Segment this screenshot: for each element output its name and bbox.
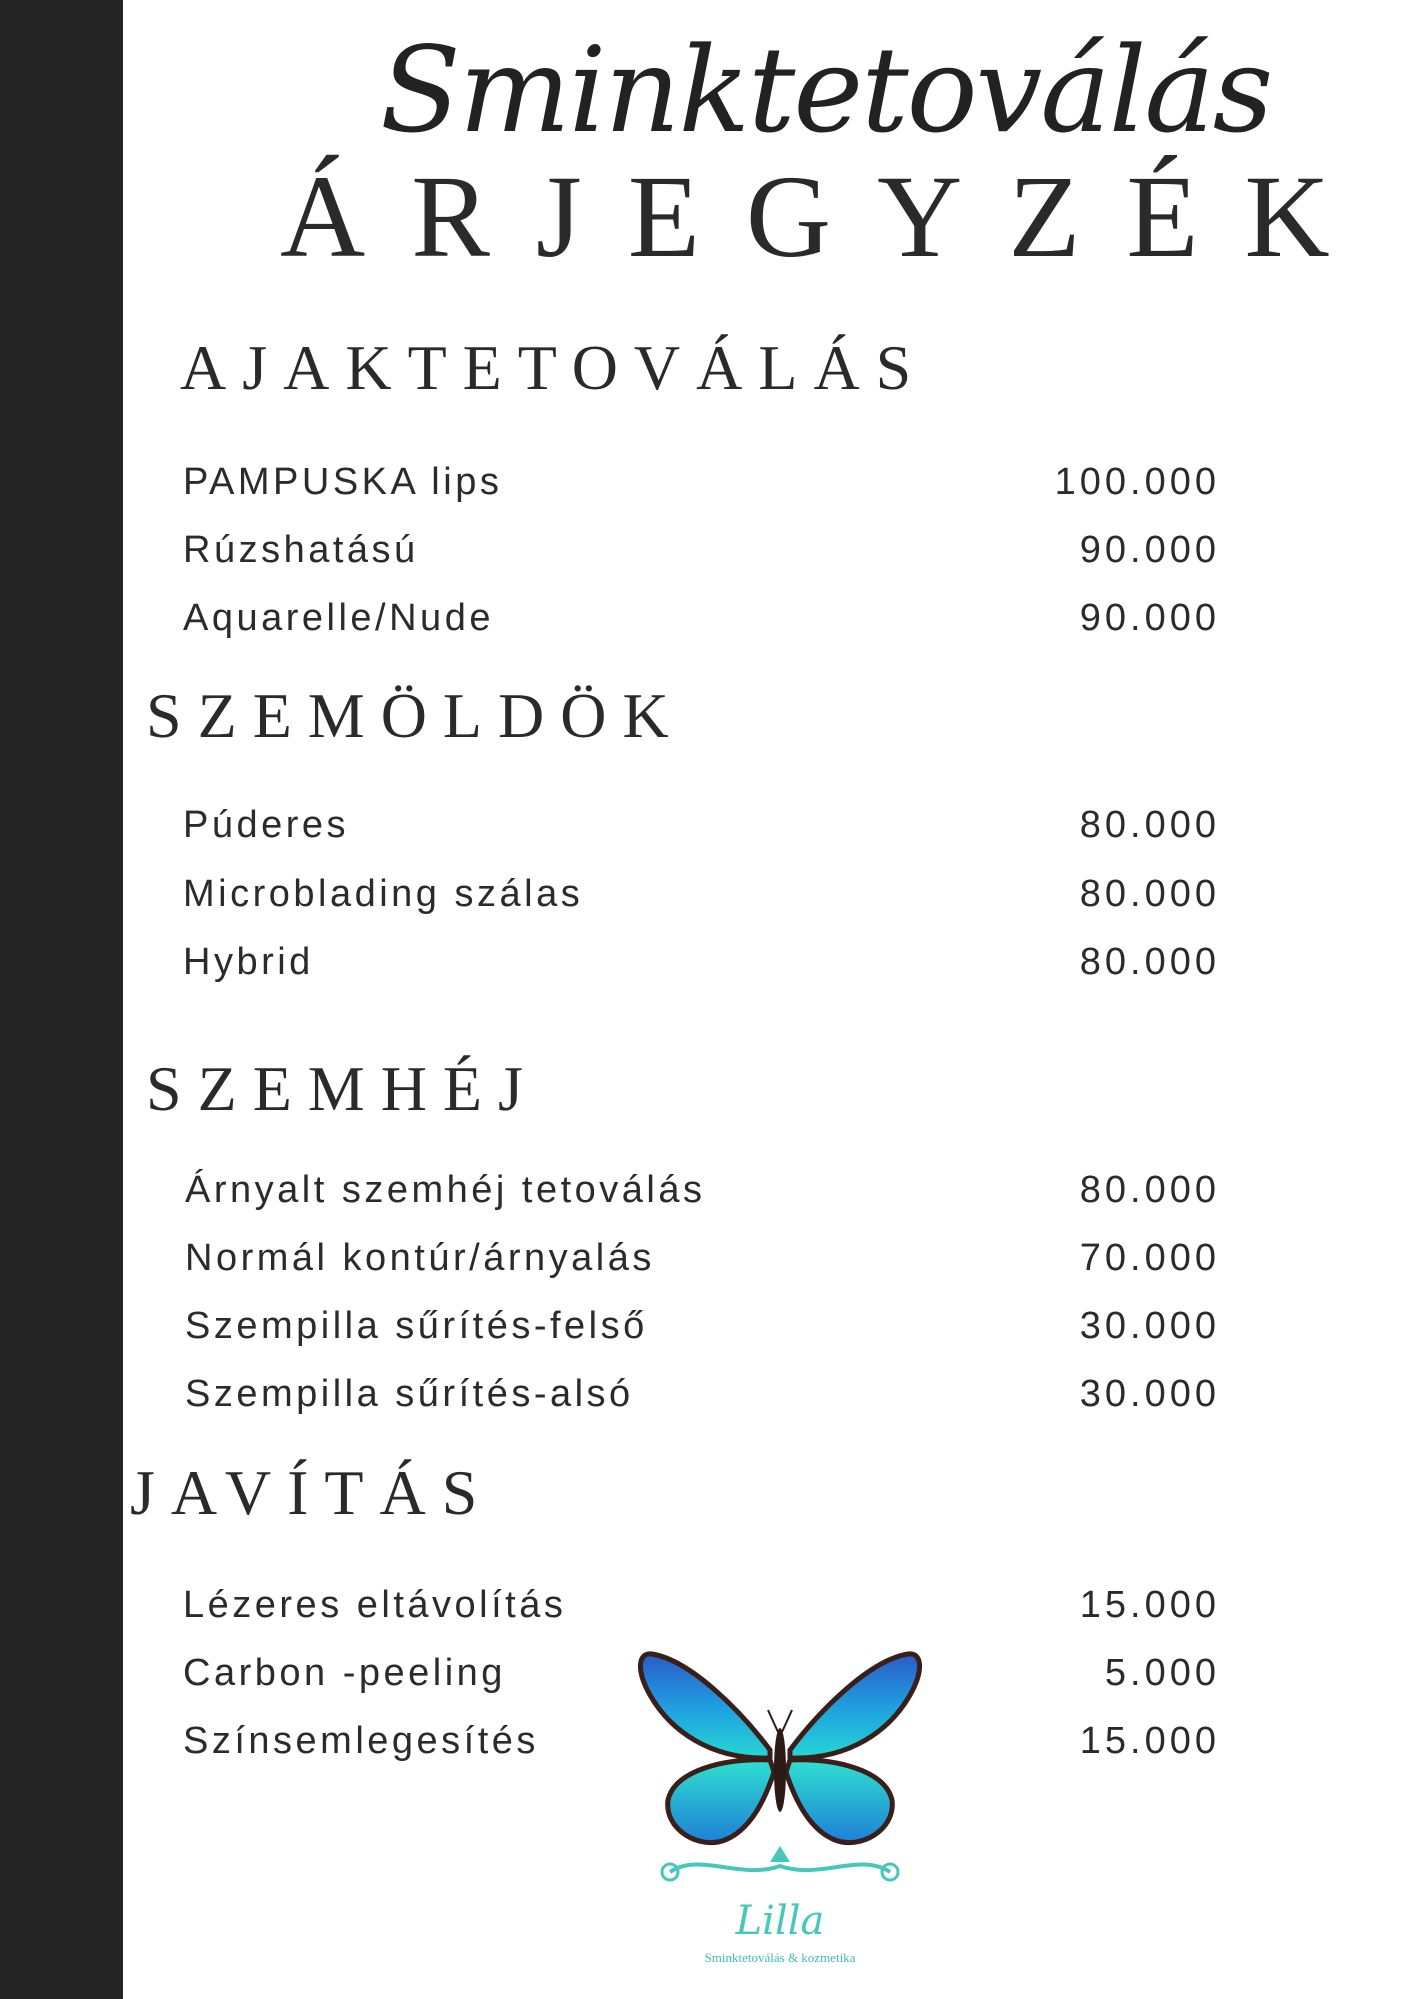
price-row <box>0 937 1220 987</box>
price-row <box>0 800 1220 850</box>
item-name: Microblading szálas <box>183 873 584 915</box>
script-title: Sminktetoválás <box>380 21 1272 159</box>
item-name: Púderes <box>183 804 350 846</box>
item-price: 80.000 <box>1079 1169 1220 1211</box>
section-title-javitas: JAVÍTÁS <box>130 1457 494 1528</box>
item-price: 70.000 <box>1079 1237 1220 1279</box>
item-name: Színsemlegesítés <box>183 1720 539 1762</box>
item-price: 90.000 <box>1079 529 1220 571</box>
item-price: 80.000 <box>1079 941 1220 983</box>
butterfly-icon <box>630 1640 930 1890</box>
section-title-szemhej: SZEMHÉJ <box>146 1053 539 1124</box>
section-title-ajaktetovalas: AJAKTETOVÁLÁS <box>180 332 928 403</box>
price-row <box>0 593 1220 643</box>
price-row <box>0 1716 1220 1766</box>
price-row <box>0 1369 1220 1419</box>
brand-logo <box>630 1640 930 1999</box>
item-price: 30.000 <box>1079 1305 1220 1347</box>
item-price: 100.000 <box>1054 461 1220 503</box>
page-title: ÁRJEGYZÉK <box>280 151 1376 282</box>
price-row <box>0 525 1220 575</box>
item-name: Carbon -peeling <box>183 1652 506 1694</box>
price-row <box>0 1648 1220 1698</box>
item-name: Normál kontúr/árnyalás <box>185 1237 655 1279</box>
item-name: Hybrid <box>183 941 314 983</box>
item-price: 90.000 <box>1079 597 1220 639</box>
item-name: PAMPUSKA lips <box>183 461 503 503</box>
section-title-szemoldok: SZEMÖLDÖK <box>146 680 685 751</box>
item-name: Árnyalt szemhéj tetoválás <box>185 1169 706 1211</box>
item-name: Aquarelle/Nude <box>183 597 494 639</box>
logo-subtitle: Sminktetoválás & kozmetika <box>704 1950 856 1965</box>
item-price: 15.000 <box>1079 1584 1220 1626</box>
item-price: 5.000 <box>1104 1652 1220 1694</box>
left-sidebar-band <box>0 0 123 1999</box>
price-row <box>0 457 1220 507</box>
item-name: Szempilla sűrítés-alsó <box>185 1373 634 1415</box>
item-price: 80.000 <box>1079 873 1220 915</box>
price-row <box>0 1301 1220 1351</box>
item-name: Szempilla sűrítés-felső <box>185 1305 648 1347</box>
price-row <box>0 1165 1220 1215</box>
price-row <box>0 1233 1220 1283</box>
price-row <box>0 869 1220 919</box>
price-row <box>0 1580 1220 1630</box>
item-price: 80.000 <box>1079 804 1220 846</box>
item-name: Rúzshatású <box>183 529 419 571</box>
item-price: 30.000 <box>1079 1373 1220 1415</box>
item-price: 15.000 <box>1079 1720 1220 1762</box>
item-name: Lézeres eltávolítás <box>183 1584 567 1626</box>
logo-name: Lilla <box>735 1898 825 1944</box>
